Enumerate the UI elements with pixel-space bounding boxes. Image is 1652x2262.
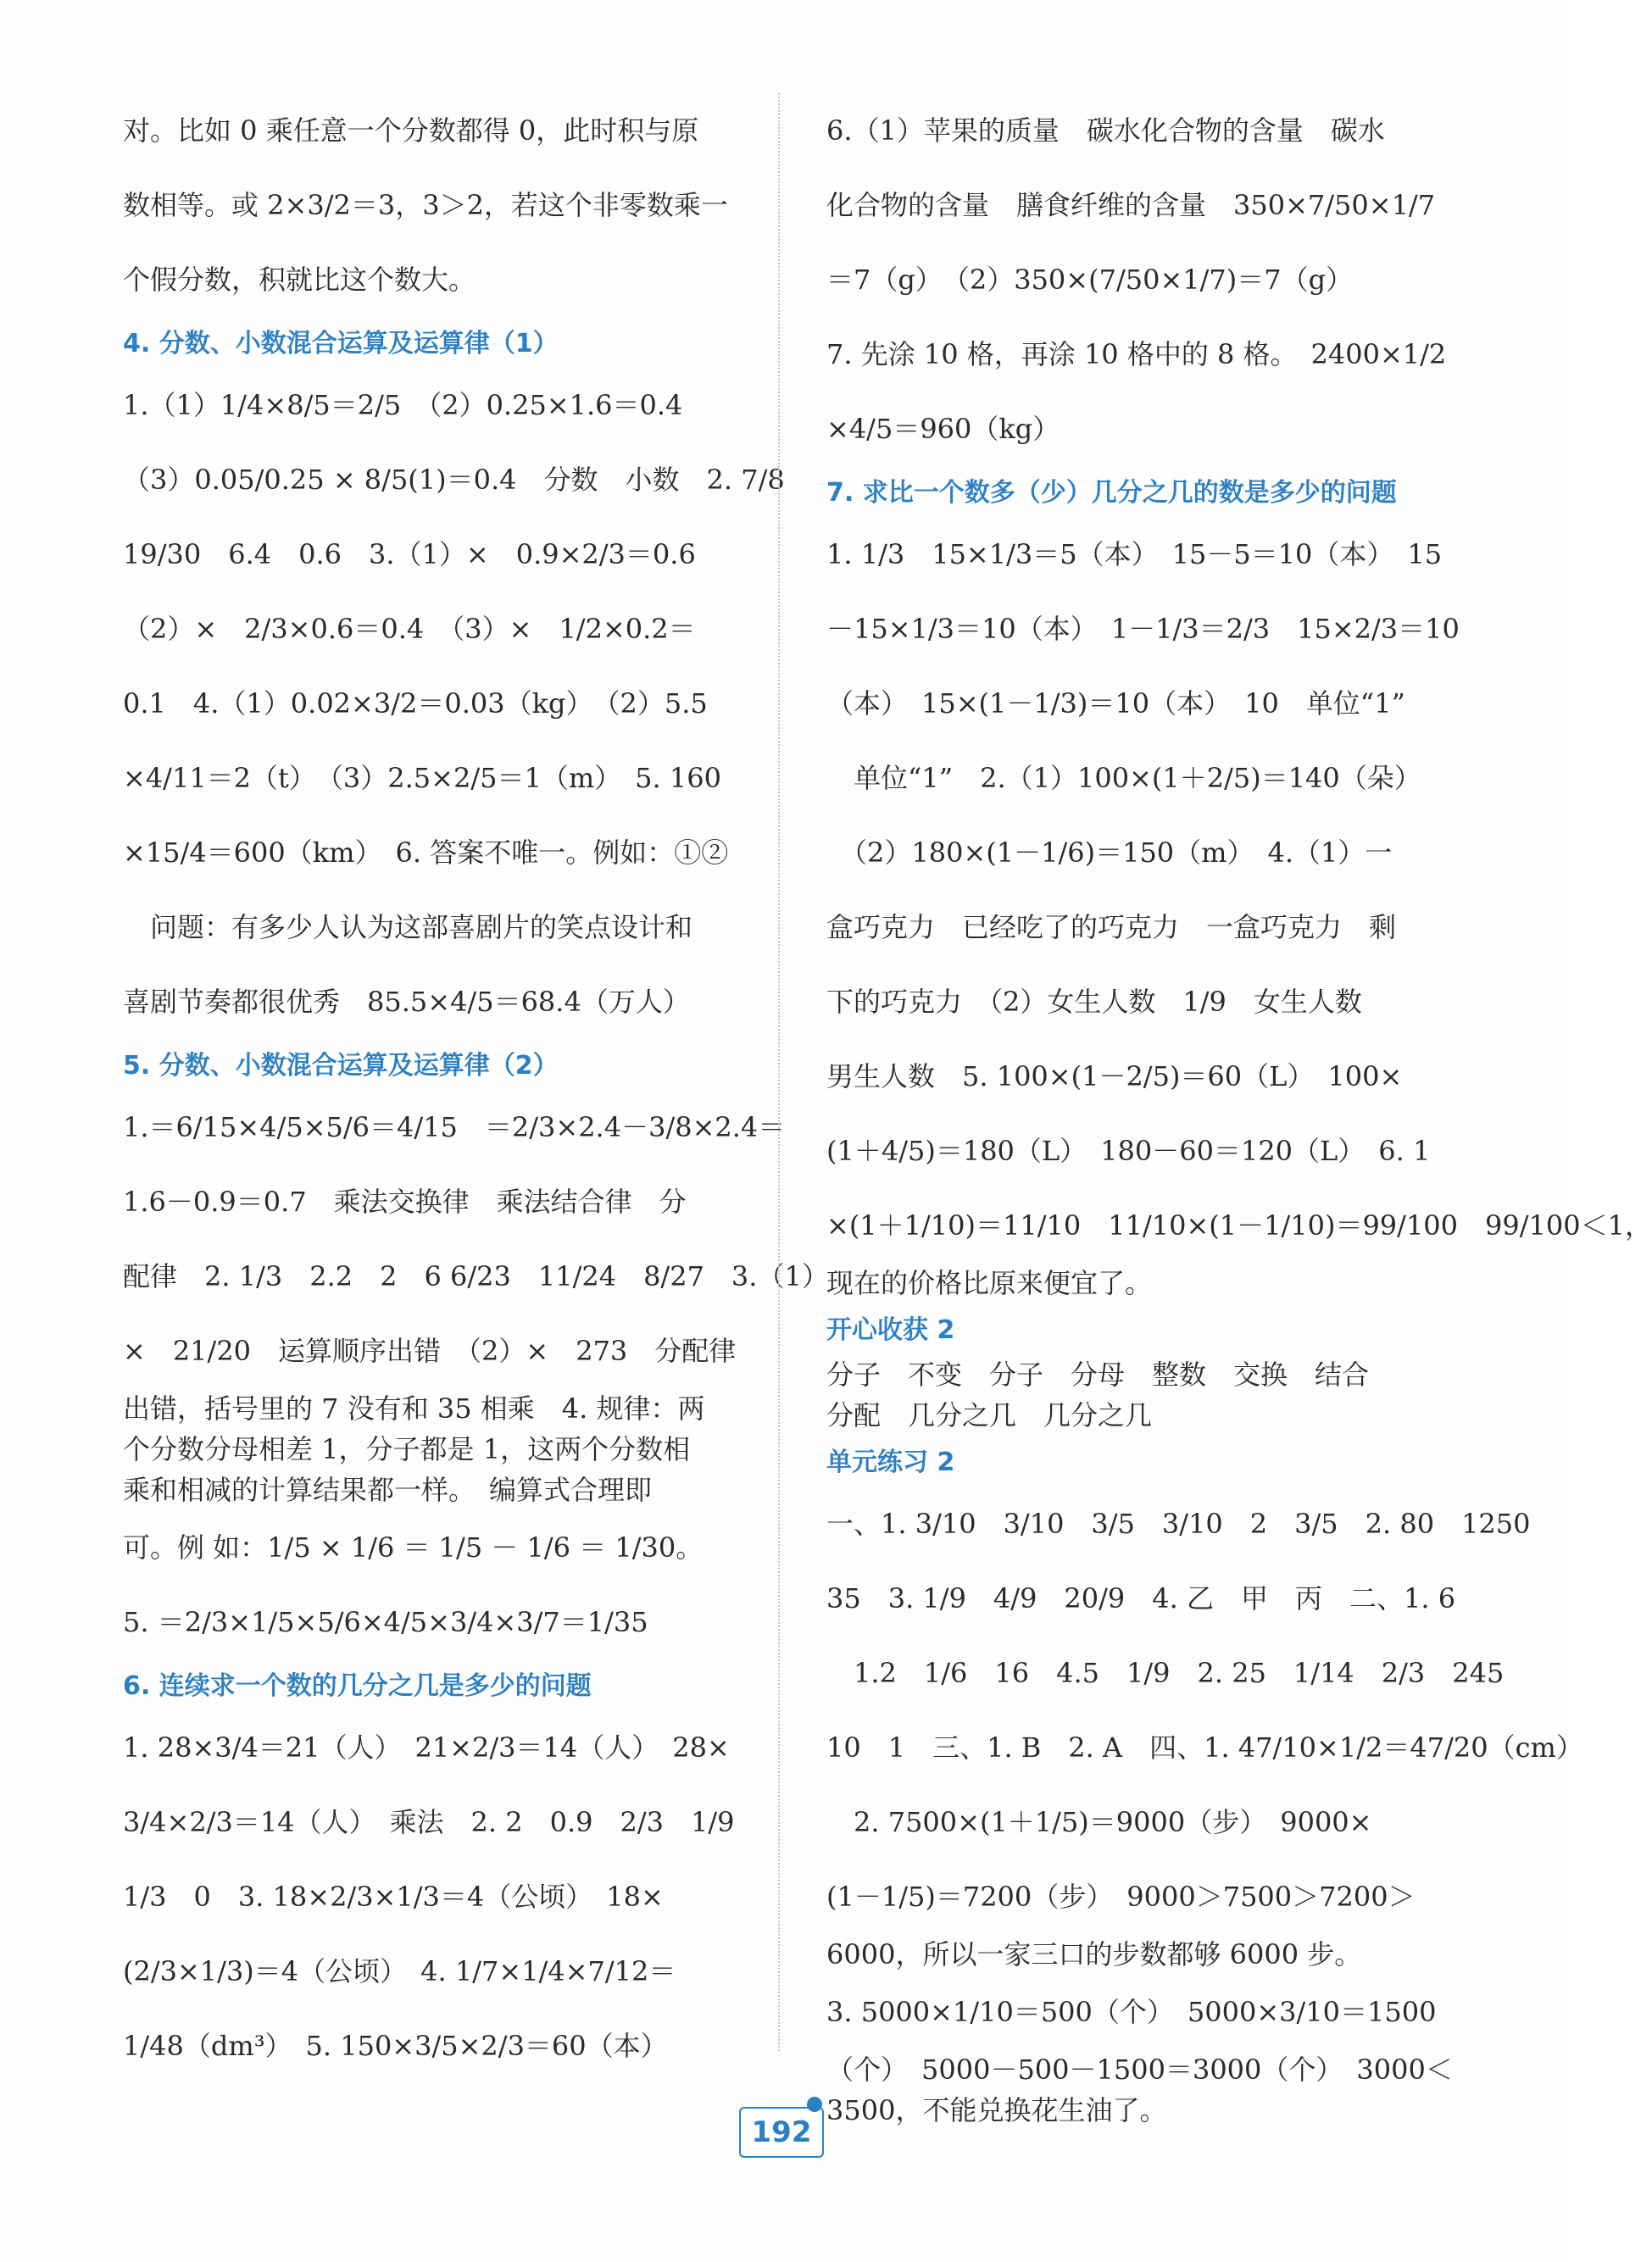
left-text-line: （2）× 2/3×0.6＝0.4 （3）× 1/2×0.2＝ xyxy=(123,613,696,645)
right-text-line: －15×1/3＝10（本） 1－1/3＝2/3 15×2/3＝10 xyxy=(826,613,1460,645)
right-text-line: 化合物的含量 膳食纤维的含量 350×7/50×1/7 xyxy=(826,189,1436,221)
left-section-heading: 6. 连续求一个数的几分之几是多少的问题 xyxy=(123,1671,592,1701)
right-section-heading: 开心收获 2 xyxy=(826,1315,955,1345)
right-text-line: (1－1/5)＝7200（步） 9000＞7500＞7200＞ xyxy=(826,1881,1416,1913)
right-text-line: 一、1. 3/10 3/10 3/5 3/10 2 3/5 2. 80 1250 xyxy=(826,1508,1531,1540)
right-text-line: 1.2 1/6 16 4.5 1/9 2. 25 1/14 2/3 245 xyxy=(826,1657,1505,1689)
left-text-line: 1/48（dm³） 5. 150×3/5×2/3＝60（本） xyxy=(123,2030,668,2062)
left-text-line: 3/4×2/3＝14（人） 乘法 2. 2 0.9 2/3 1/9 xyxy=(123,1806,735,1838)
right-text-line: （个） 5000－500－1500＝3000（个） 3000＜ xyxy=(826,2054,1453,2086)
left-text-line: 5. ＝2/3×1/5×5/6×4/5×3/4×3/7＝1/35 xyxy=(123,1606,648,1638)
right-text-line: 分配 几分之几 几分之几 xyxy=(826,1399,1153,1431)
right-text-line: 10 1 三、1. B 2. A 四、1. 47/10×1/2＝47/20（cm） xyxy=(826,1731,1583,1764)
left-column xyxy=(123,93,829,2083)
right-text-line: 男生人数 5. 100×(1－2/5)＝60（L） 100× xyxy=(826,1060,1403,1092)
left-text-line: 问题：有多少人认为这部喜剧片的笑点设计和 xyxy=(123,911,693,943)
left-text-line: ×15/4＝600（km） 6. 答案不唯一。例如：①② xyxy=(123,836,729,869)
left-text-line: 对。比如 0 乘任意一个分数都得 0，此时积与原 xyxy=(123,114,699,147)
left-text-line: × 21/20 运算顺序出错 （2）× 273 分配律 xyxy=(123,1335,737,1367)
right-text-line: 6.（1）苹果的质量 碳水化合物的含量 碳水 xyxy=(826,114,1385,147)
right-text-line: 2. 7500×(1＋1/5)＝9000（步） 9000× xyxy=(826,1806,1372,1838)
right-text-line: 35 3. 1/9 4/9 20/9 4. 乙 甲 丙 二、1. 6 xyxy=(826,1582,1456,1615)
left-text-line: 个假分数，积就比这个数大。 xyxy=(123,264,476,296)
right-text-line: 现在的价格比原来便宜了。 xyxy=(826,1267,1153,1299)
right-text-line: 分子 不变 分子 分母 整数 交换 结合 xyxy=(826,1359,1370,1391)
right-text-line: 7. 先涂 10 格，再涂 10 格中的 8 格。 2400×1/2 xyxy=(826,338,1447,370)
left-text-line: 配律 2. 1/3 2.2 2 6 6/23 11/24 8/27 3.（1） xyxy=(123,1260,829,1292)
right-text-line: （2）180×(1－1/6)＝150（m） 4.（1）一 xyxy=(826,836,1393,869)
left-text-line: （3）0.05/0.25 × 8/5(1)＝0.4 分数 小数 2. 7/8 xyxy=(123,464,785,496)
left-text-line: 1. 28×3/4＝21（人） 21×2/3＝14（人） 28× xyxy=(123,1731,730,1764)
left-text-line: 出错，括号里的 7 没有和 35 相乘 4. 规律：两 xyxy=(123,1392,705,1425)
right-text-line: 1. 1/3 15×1/3＝5（本） 15－5＝10（本） 15 xyxy=(826,538,1443,570)
left-text-line: 1.（1）1/4×8/5＝2/5 （2）0.25×1.6＝0.4 xyxy=(123,389,683,421)
left-text-line: 乘和相减的计算结果都一样。 编算式合理即 xyxy=(123,1474,653,1506)
right-column xyxy=(826,93,1652,2131)
right-text-line: ×4/5＝960（kg） xyxy=(826,413,1060,445)
right-text-line: 3. 5000×1/10＝500（个） 5000×3/10＝1500 xyxy=(826,1996,1437,2028)
left-text-line: ×4/11＝2（t） （3）2.5×2/5＝1（m） 5. 160 xyxy=(123,762,721,794)
left-text-line: 1/3 0 3. 18×2/3×1/3＝4（公顷） 18× xyxy=(123,1881,664,1913)
page-number-decoration xyxy=(807,2097,822,2112)
left-text-line: (2/3×1/3)＝4（公顷） 4. 1/7×1/4×7/12＝ xyxy=(123,1955,676,1987)
left-text-line: 0.1 4.（1）0.02×3/2＝0.03（kg） （2）5.5 xyxy=(123,687,708,720)
right-text-line: （本） 15×(1－1/3)＝10（本） 10 单位“1” xyxy=(826,687,1405,720)
left-text-line: 1.6－0.9＝0.7 乘法交换律 乘法结合律 分 xyxy=(123,1186,687,1218)
left-text-line: 可。例 如：1/5 × 1/6 ＝ 1/5 － 1/6 ＝ 1/30。 xyxy=(123,1531,704,1564)
right-text-line: ＝7（g） （2）350×(7/50×1/7)＝7（g） xyxy=(826,264,1354,296)
left-text-line: 19/30 6.4 0.6 3.（1）× 0.9×2/3＝0.6 xyxy=(123,538,696,570)
right-text-line: (1＋4/5)＝180（L） 180－60＝120（L） 6. 1 xyxy=(826,1135,1431,1167)
right-text-line: 单位“1” 2.（1）100×(1＋2/5)＝140（朵） xyxy=(826,762,1421,794)
page-number: 192 xyxy=(739,2107,824,2158)
left-text-line: 1.＝6/15×4/5×5/6＝4/15 ＝2/3×2.4－3/8×2.4＝ xyxy=(123,1111,786,1143)
left-text-line: 数相等。或 2×3/2＝3，3＞2，若这个非零数乘一 xyxy=(123,189,728,221)
right-text-line: 6000，所以一家三口的步数都够 6000 步。 xyxy=(826,1938,1362,1970)
right-section-heading: 7. 求比一个数多（少）几分之几的数是多少的问题 xyxy=(826,478,1397,508)
left-section-heading: 5. 分数、小数混合运算及运算律（2） xyxy=(123,1051,559,1081)
left-text-line: 喜剧节奏都很优秀 85.5×4/5＝68.4（万人） xyxy=(123,986,690,1018)
right-section-heading: 单元练习 2 xyxy=(826,1448,955,1477)
column-divider xyxy=(778,93,780,2051)
right-text-line: 下的巧克力 （2）女生人数 1/9 女生人数 xyxy=(826,986,1362,1018)
right-text-line: ×(1＋1/10)＝11/10 11/10×(1－1/10)＝99/100 99/100＜1， xyxy=(826,1209,1652,1242)
left-text-line: 个分数分母相差 1，分子都是 1，这两个分数相 xyxy=(123,1433,691,1465)
right-text-line: 3500，不能兑换花生油了。 xyxy=(826,2094,1167,2126)
right-text-line: 盒巧克力 已经吃了的巧克力 一盒巧克力 剩 xyxy=(826,911,1397,943)
left-section-heading: 4. 分数、小数混合运算及运算律（1） xyxy=(123,329,559,358)
